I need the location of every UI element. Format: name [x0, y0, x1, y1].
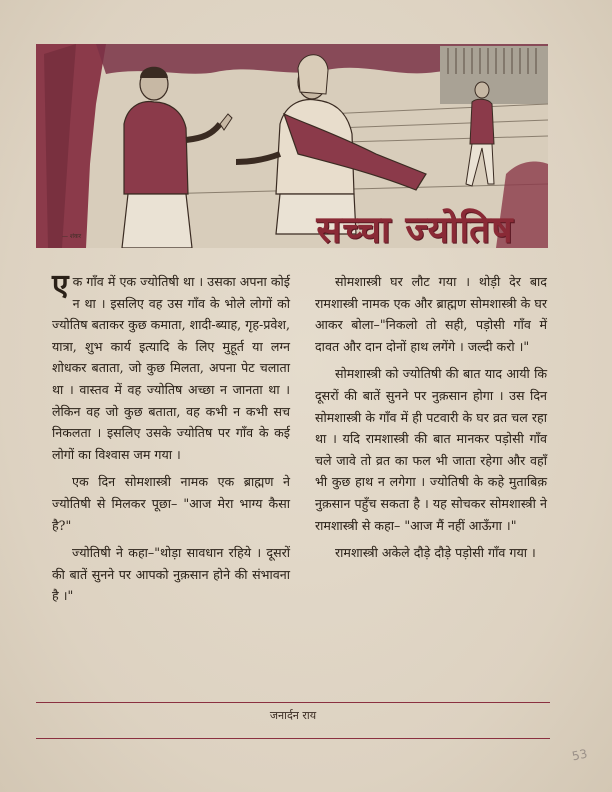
drop-cap: ए: [52, 268, 69, 303]
paragraph: [52, 268, 290, 465]
page-number: 53: [570, 746, 589, 764]
right-text-column: [315, 271, 547, 570]
left-text-column: [52, 268, 290, 613]
paragraph: सोमशास्त्री घर लौट गया । थोड़ी देर बाद रामशास्त्री नामक एक और ब्राह्मण सोमशास्त्री के घर आकर बोला–"निकलो तो सही, पड़ोसी गाँव में दावत और दान दोनों हाथ लगेंगे । जल्दी करो ।": [315, 274, 547, 354]
story-title: सच्चा ज्योतिष: [316, 208, 514, 251]
paragraph: रामशास्त्री अकेले दौड़े दौड़े पड़ोसी गाँव गया ।: [335, 545, 536, 561]
paragraph: ज्योतिषी ने कहा–"थोड़ा सावधान रहिये । दूसरों की बातें सुनने पर आपको नुक़सान होने की संभावना है ।": [52, 545, 290, 604]
artist-signature: — शंकर: [62, 233, 82, 240]
paragraph: सोमशास्त्री को ज्योतिषी की बात याद आयी कि दूसरों की बातें सुनने पर नुक़सान होगा । उस दिन सोमशास्त्री के गाँव में ही पटवारी के घर व्रत चल रहा था । यदि रामशास्त्री की बात मानकर पड़ोसी गाँव चले जावे तो व्रत का फल भी जाता रहेगा और वहाँ भी कुछ हाथ न लगेगा । ज्योतिषी के कहे मुताबिक़ नुक़सान पहुँच सकता है । यह सोचकर सोमशास्त्री ने रामशास्त्री से कहा– "आज मैं नहीं आऊँगा ।": [315, 366, 547, 533]
author-name: जनार्दन राय: [269, 709, 317, 722]
paragraph: एक दिन सोमशास्त्री नामक एक ब्राह्मण ने ज्योतिषी से मिलकर पूछा– "आज मेरा भाग्य कैसा है?": [52, 474, 290, 533]
divider-bottom: [36, 738, 550, 739]
paragraph-text: क गाँव में एक ज्योतिषी था । उसका अपना कोई न था । इसलिए वह उस गाँव के भोले लोगों को ज्योतिष बताकर कुछ कमाता, शादी-ब्याह, गृह-प्रवेश, यात्रा, शुभ कार्य इत्यादि के लिए मुहूर्त या लग्न शोधकर बताता, जो कुछ मिलता, अपना पेट चलाता था । वास्तव में वह ज्योतिष अच्छा न जानता था । लेकिन वह जो कुछ बताता, वह कभी न कभी सच निकलता । इसलिए उसके ज्योतिष पर गाँव के कई लोगों का विश्वास जम गया ।: [52, 274, 290, 462]
divider-top: [36, 702, 550, 703]
